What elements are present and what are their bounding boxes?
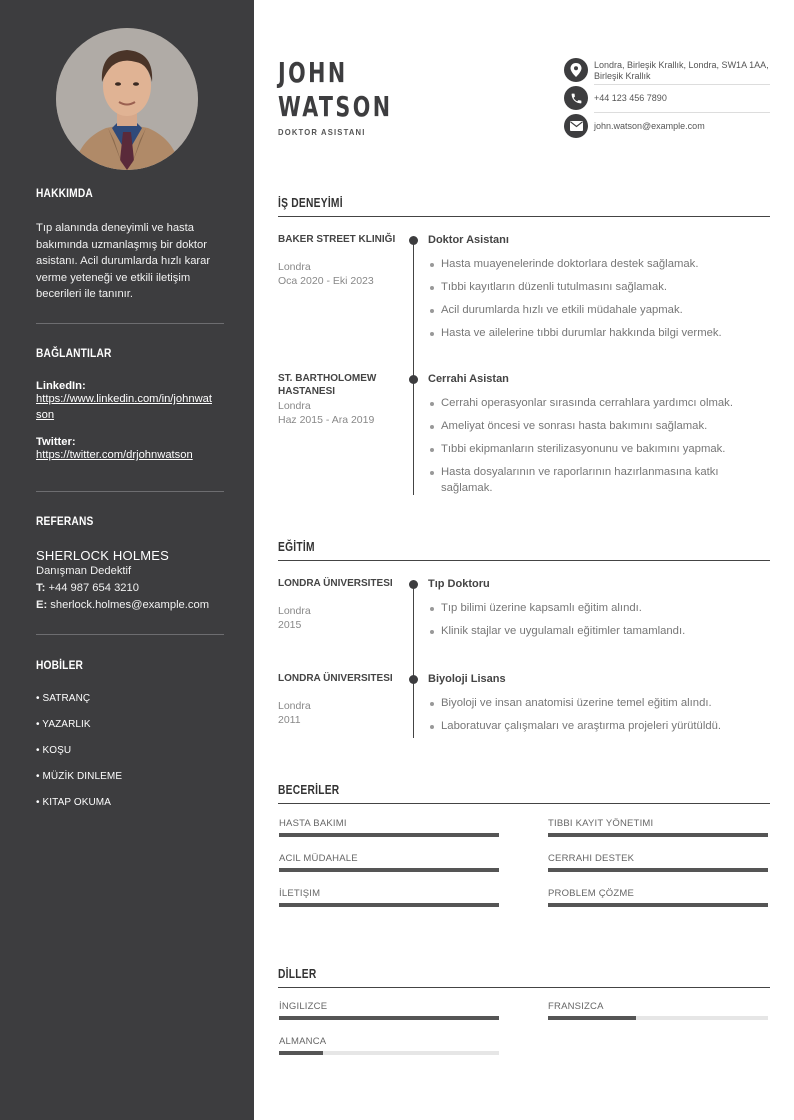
skill-item-label: HASTA BAKIMI bbox=[279, 818, 347, 829]
level-bar-fill bbox=[279, 868, 499, 872]
location-pin-icon bbox=[564, 58, 588, 82]
section-rule bbox=[278, 560, 770, 561]
level-bar-fill bbox=[279, 1016, 499, 1020]
language-item bbox=[548, 1001, 768, 1012]
level-bar-track bbox=[279, 833, 499, 837]
reference-phone bbox=[36, 580, 224, 597]
language-item bbox=[279, 1001, 499, 1012]
experience-dates: Oca 2020 - Eki 2023 bbox=[278, 275, 374, 287]
phone-icon bbox=[564, 86, 588, 110]
language-item-label: ALMANCA bbox=[279, 1036, 327, 1047]
skill-item bbox=[279, 818, 499, 829]
links-section bbox=[36, 346, 224, 464]
timeline-line bbox=[413, 584, 414, 738]
hobby-item: • KITAP OKUMA bbox=[36, 797, 112, 808]
address-text: Londra, Birleşik Krallık, Londra, SW1A 1AA, Birleşik Krallık bbox=[594, 60, 769, 81]
experience-location: Londra bbox=[278, 261, 311, 273]
reference-heading: REFERANS bbox=[36, 514, 94, 528]
sidebar-divider bbox=[36, 634, 224, 635]
list-item: Acil durumlarda hızlı ve etkili müdahale yapmak. bbox=[428, 303, 758, 319]
experience-role: Doktor Asistanı bbox=[428, 234, 509, 246]
experience-org: ST. BARTHOLOMEW HASTANESI bbox=[278, 373, 377, 397]
education-year: 2011 bbox=[278, 714, 301, 726]
level-bar-track bbox=[279, 1016, 499, 1020]
reference-name: SHERLOCK HOLMES bbox=[36, 548, 170, 563]
level-bar-track bbox=[279, 868, 499, 872]
phone-label: T: bbox=[36, 582, 46, 594]
timeline-dot bbox=[409, 580, 418, 589]
hobby-item: • SATRANÇ bbox=[36, 693, 91, 704]
sidebar-divider bbox=[36, 491, 224, 492]
list-item: Biyoloji ve insan anatomisi üzerine temel eğitim alındı. bbox=[428, 696, 758, 712]
education-bullets bbox=[428, 696, 758, 742]
section-rule bbox=[278, 803, 770, 804]
level-bar-track bbox=[548, 868, 768, 872]
level-bar-fill bbox=[279, 903, 499, 907]
list-item: Tıbbi ekipmanların sterilizasyonunu ve bakımını yapmak. bbox=[428, 442, 758, 458]
level-bar-track bbox=[548, 903, 768, 907]
section-rule bbox=[278, 216, 770, 217]
experience-bullets bbox=[428, 396, 758, 504]
email-text[interactable]: john.watson@example.com bbox=[594, 121, 705, 131]
reference-phone-value: +44 987 654 3210 bbox=[48, 582, 139, 594]
level-bar-fill bbox=[548, 868, 768, 872]
about-heading: HAKKIMDA bbox=[36, 186, 93, 200]
education-degree: Tıp Doktoru bbox=[428, 578, 490, 590]
skill-item-label: CERRAHI DESTEK bbox=[548, 853, 635, 864]
list-item: Cerrahi operasyonlar sırasında cerrahlara yardımcı olmak. bbox=[428, 396, 758, 412]
linkedin-label: LinkedIn: bbox=[36, 380, 86, 392]
person-name bbox=[278, 56, 393, 124]
reference-email-value: sherlock.holmes@example.com bbox=[50, 599, 210, 611]
contact-divider bbox=[594, 112, 770, 113]
main-content bbox=[254, 0, 794, 1120]
hobbies-section bbox=[36, 658, 224, 816]
reference-role: Danışman Dedektif bbox=[36, 565, 132, 577]
level-bar-fill bbox=[548, 833, 768, 837]
hobby-item: • YAZARLIK bbox=[36, 719, 91, 730]
languages-heading: DİLLER bbox=[278, 967, 317, 981]
profile-photo bbox=[56, 28, 198, 170]
level-bar-track bbox=[548, 1016, 768, 1020]
hobbies-heading: HOBİLER bbox=[36, 658, 84, 672]
level-bar-fill bbox=[279, 1051, 323, 1055]
education-degree: Biyoloji Lisans bbox=[428, 673, 506, 685]
list-item: Tıp bilimi üzerine kapsamlı eğitim alındı. bbox=[428, 601, 758, 617]
skill-item bbox=[279, 853, 499, 864]
skill-item bbox=[548, 888, 768, 899]
level-bar-track bbox=[279, 903, 499, 907]
timeline-line bbox=[413, 240, 414, 495]
reference-email bbox=[36, 597, 224, 614]
skills-heading: BECERİLER bbox=[278, 783, 340, 797]
hobby-item: • KOŞU bbox=[36, 745, 72, 756]
experience-role: Cerrahi Asistan bbox=[428, 373, 509, 385]
education-year: 2015 bbox=[278, 619, 302, 631]
about-text: Tıp alanında deneyimli ve hasta bakımında uzmanlaşmış bir doktor asistanı. Acil durumlarda hızlı karar verme yeteneği ve etkili iletişim becerileri ile tanınır. bbox=[36, 222, 211, 300]
language-item bbox=[279, 1036, 499, 1047]
language-item-label: İNGILIZCE bbox=[279, 1001, 328, 1012]
education-org: LONDRA ÜNIVERSITESI bbox=[278, 578, 393, 589]
first-name: JOHN bbox=[278, 56, 348, 89]
linkedin-link[interactable]: https://www.linkedin.com/in/johnwatson bbox=[36, 393, 212, 421]
experience-org: BAKER STREET KLINIĞI bbox=[278, 234, 396, 245]
skill-item-label: İLETIŞIM bbox=[279, 888, 321, 899]
email-label: E: bbox=[36, 599, 48, 611]
skill-item bbox=[548, 853, 768, 864]
phone-text: +44 123 456 7890 bbox=[594, 93, 667, 103]
timeline-dot bbox=[409, 375, 418, 384]
level-bar-track bbox=[548, 833, 768, 837]
sidebar-divider bbox=[36, 323, 224, 324]
level-bar-track bbox=[279, 1051, 499, 1055]
education-location: Londra bbox=[278, 700, 311, 712]
list-item: Hasta ve ailelerine tıbbi durumlar hakkında bilgi vermek. bbox=[428, 326, 758, 342]
envelope-icon bbox=[564, 114, 588, 138]
level-bar-fill bbox=[548, 1016, 636, 1020]
skill-item-label: ACIL MÜDAHALE bbox=[279, 853, 358, 864]
education-location: Londra bbox=[278, 605, 311, 617]
section-rule bbox=[278, 987, 770, 988]
last-name: WATSON bbox=[278, 90, 393, 123]
timeline-dot bbox=[409, 236, 418, 245]
list-item: Klinik stajlar ve uygulamalı eğitimler tamamlandı. bbox=[428, 624, 758, 640]
skill-item-label: PROBLEM ÇÖZME bbox=[548, 888, 634, 899]
experience-heading: İŞ DENEYİMİ bbox=[278, 196, 343, 210]
level-bar-fill bbox=[279, 833, 499, 837]
reference-section bbox=[36, 514, 224, 614]
list-item: Laboratuvar çalışmaları ve araştırma projeleri yürütüldü. bbox=[428, 719, 758, 735]
education-heading: EĞİTİM bbox=[278, 540, 315, 554]
experience-bullets bbox=[428, 257, 758, 349]
experience-dates: Haz 2015 - Ara 2019 bbox=[278, 414, 375, 426]
twitter-link[interactable]: https://twitter.com/drjohnwatson bbox=[36, 449, 193, 461]
list-item: Hasta dosyalarının ve raporlarının hazırlanmasına katkı sağlamak. bbox=[428, 465, 758, 496]
list-item: Hasta muayenelerinde doktorlara destek sağlamak. bbox=[428, 257, 758, 273]
hobby-item: • MÜZİK DINLEME bbox=[36, 771, 123, 782]
education-bullets bbox=[428, 601, 758, 647]
sidebar bbox=[0, 0, 254, 1120]
education-org: LONDRA ÜNIVERSITESI bbox=[278, 673, 393, 684]
language-item-label: FRANSIZCA bbox=[548, 1001, 604, 1012]
skill-item bbox=[548, 818, 768, 829]
contact-divider bbox=[594, 84, 770, 85]
timeline-dot bbox=[409, 675, 418, 684]
links-heading: BAĞLANTILAR bbox=[36, 346, 112, 360]
list-item: Ameliyat öncesi ve sonrası hasta bakımını sağlamak. bbox=[428, 419, 758, 435]
skill-item-label: TIBBI KAYIT YÖNETIMI bbox=[548, 818, 654, 829]
about-section bbox=[36, 186, 224, 303]
twitter-label: Twitter: bbox=[36, 436, 76, 448]
job-title: DOKTOR ASISTANI bbox=[278, 127, 366, 137]
level-bar-fill bbox=[548, 903, 768, 907]
experience-location: Londra bbox=[278, 400, 311, 412]
skill-item bbox=[279, 888, 499, 899]
list-item: Tıbbi kayıtların düzenli tutulmasını sağlamak. bbox=[428, 280, 758, 296]
